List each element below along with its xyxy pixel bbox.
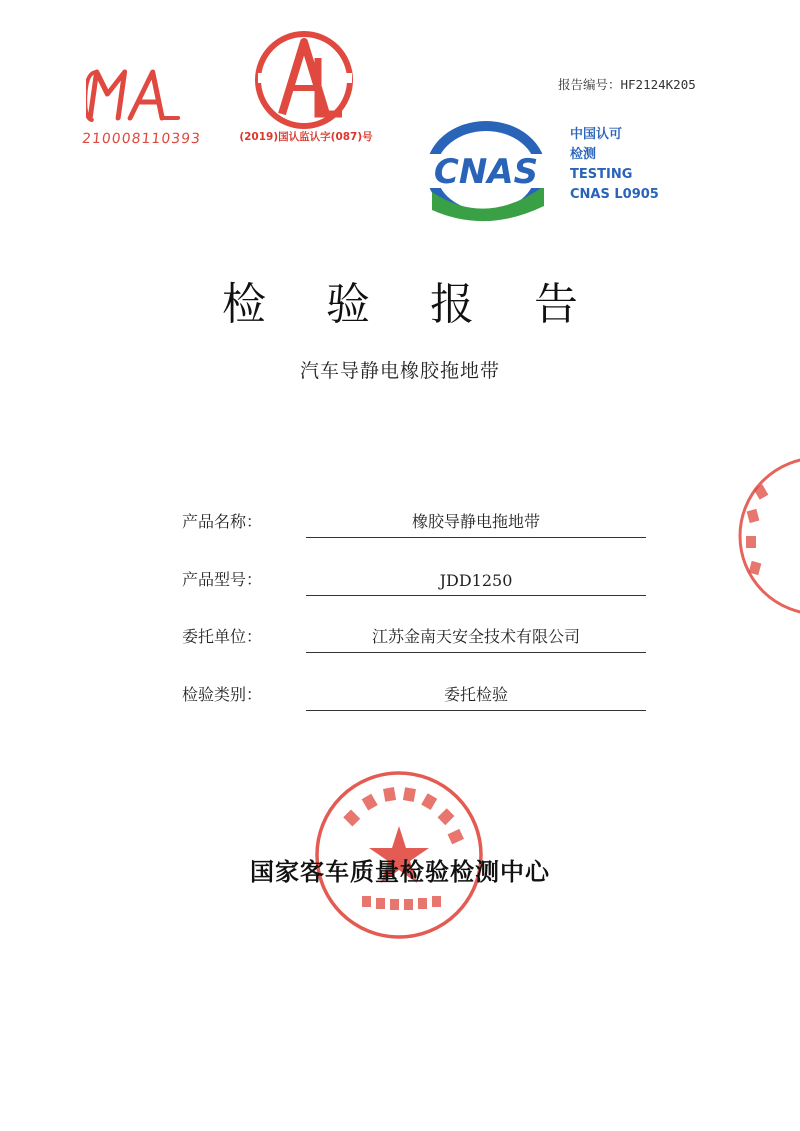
inspection-category-value: 委托检验 [443, 685, 508, 704]
cal-logo [248, 28, 360, 130]
organization-name: 国家客车质量检验检测中心 [250, 858, 550, 886]
client-label: 委托单位： [182, 627, 263, 646]
cnas-line-1: 中国认可 [570, 127, 623, 142]
product-name-row [182, 504, 652, 538]
cnas-accreditation-text [570, 125, 659, 205]
edge-seal-stamp [728, 452, 800, 620]
underline [306, 595, 646, 596]
product-name-label: 产品名称： [182, 512, 263, 531]
cnas-logo [412, 116, 560, 226]
product-model-value: JDD1250 [439, 571, 513, 590]
report-title: 检验报告 [222, 279, 638, 330]
cnas-line-2: 检测 [570, 147, 597, 162]
product-model-row [182, 562, 652, 596]
cnas-mark-text: CNAS [433, 152, 539, 192]
client-value: 江苏金南天安全技术有限公司 [371, 627, 580, 646]
cnas-line-4: CNAS L0905 [570, 187, 659, 202]
inspection-category-row [182, 677, 652, 711]
inspection-category-label: 检验类别： [182, 685, 263, 704]
report-number: 报告编号：HF2124K205 [558, 77, 696, 92]
underline [306, 710, 646, 711]
client-row [182, 619, 652, 653]
cnas-line-3: TESTING [570, 167, 633, 182]
cma-logo [86, 62, 196, 126]
report-subtitle: 汽车导静电橡胶拖地带 [299, 360, 500, 382]
cal-certificate-text: (2019)国认监认字(087)号 [239, 131, 373, 143]
product-name-value: 橡胶导静电拖地带 [411, 512, 540, 531]
underline [306, 652, 646, 653]
cma-certificate-number: 210008110393 [81, 131, 202, 147]
underline [306, 537, 646, 538]
product-model-label: 产品型号： [182, 570, 263, 589]
